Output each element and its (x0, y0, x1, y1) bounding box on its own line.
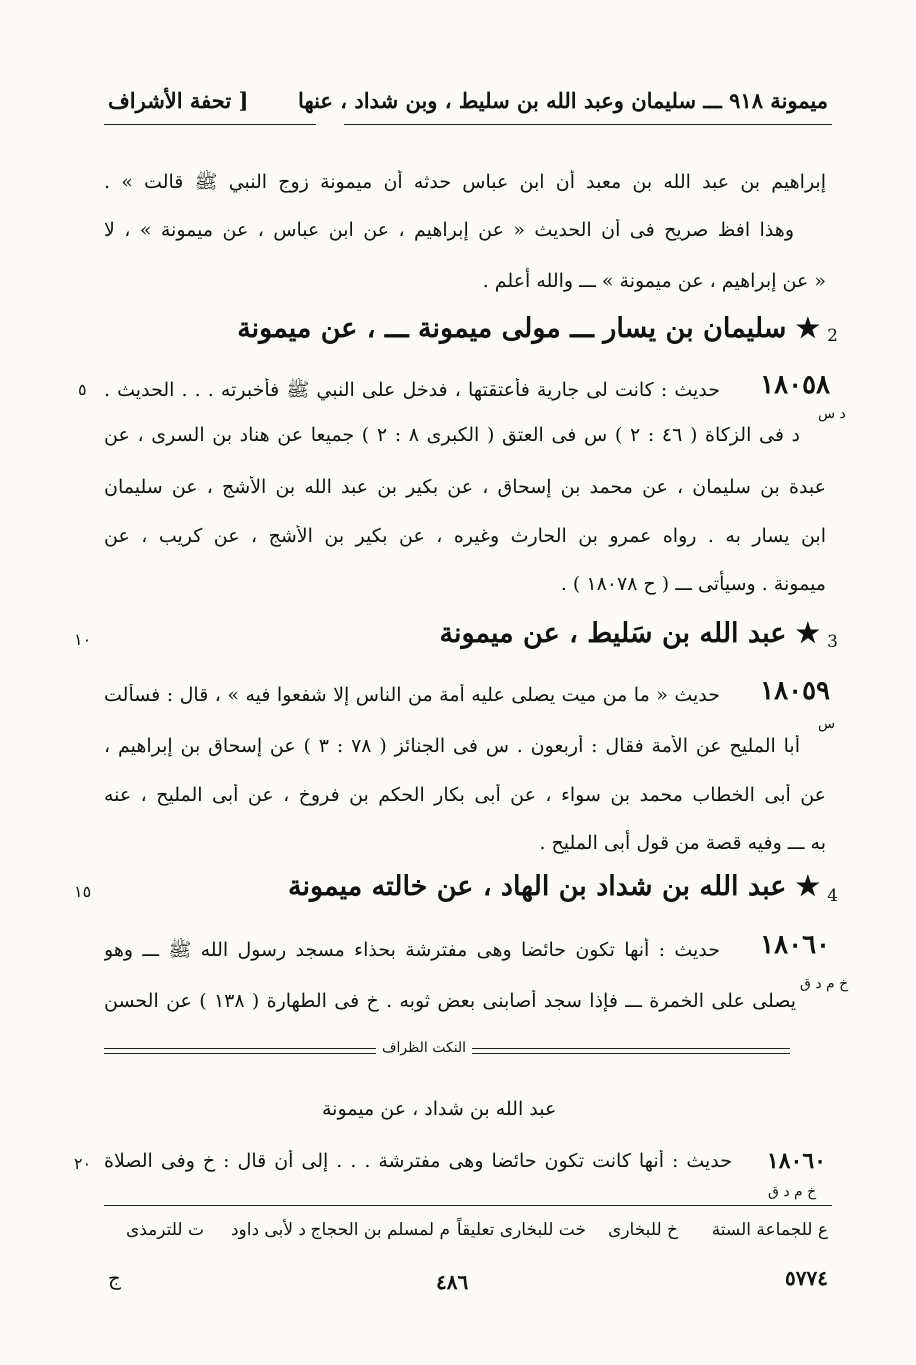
legend-item: د لأبى داود (230, 1220, 306, 1240)
footer-volume-mark: ج (108, 1266, 121, 1290)
hadith-number: ١٨٠٥٨ (760, 370, 830, 400)
hadith-line: حديث : كانت لى جارية فأعتقتها ، فدخل على النبي ﷺ فأخبرته . . . الحديث . (104, 379, 720, 401)
section-number: 4 (827, 886, 838, 906)
legend-item: م لمسلم بن الحجاج (310, 1220, 450, 1240)
line-number: ٢٠ (74, 1154, 92, 1173)
legend-item: ع للجماعة الستة (711, 1220, 828, 1240)
legend-item: ت للترمذى (125, 1220, 204, 1240)
source-code-margin: خ م د ق (768, 1184, 817, 1200)
section-number: 3 (827, 632, 838, 652)
nukat-line: حديث : أنها كانت تكون حائضا وهى مفترشة . . . إلى أن قال : خ وفى الصلاة (104, 1150, 732, 1172)
hadith-line: حديث : أنها تكون حائضا وهى مفترشة بحذاء مسجد رسول الله ﷺ ـــ وهو (104, 939, 720, 961)
hadith-line: أبا المليح عن الأمة فقال : أربعون . س فى الجنائز ( ٧٨ : ٣ ) عن إسحاق بن إبراهيم ، (104, 735, 800, 757)
line-number: ١٠ (74, 630, 92, 649)
legend-item: خ للبخارى (608, 1220, 678, 1240)
hadith-number: ١٨٠٦٠ (760, 930, 830, 960)
hadith-line: عبدة بن سليمان ، عن محمد بن إسحاق ، عن بكير بن عبد الله بن الأشج ، عن سليمان (104, 476, 826, 498)
legend-rule (104, 1205, 832, 1206)
section-title: ★ عبد الله بن سَليط ، عن ميمونة (439, 618, 820, 649)
source-code-margin: د س (818, 406, 846, 422)
running-header-left: [ تحفة الأشراف (108, 88, 249, 113)
paragraph-line: وهذا افظ صريح فى أن الحديث « عن إبراهيم ، عن ابن عباس ، عن ميمونة » ، لا (104, 219, 794, 241)
line-number: ١٥ (74, 882, 92, 901)
running-header-right: ميمونة ٩١٨ ـــ سليمان وعبد الله بن سليط ، وبن شداد ، عنها (298, 88, 828, 113)
footer-ref-number: ٥٧٧٤ (785, 1266, 828, 1290)
page-number: ٤٨٦ (436, 1270, 469, 1294)
source-code-margin: خ م د ق (800, 976, 849, 992)
paragraph-line: « عن إبراهيم ، عن ميمونة » ـــ والله أعلم . (482, 270, 826, 292)
nukat-ornament-label: النكت الظراف (376, 1040, 472, 1056)
source-code-margin: س (818, 716, 836, 732)
header-rule-left (104, 124, 316, 125)
hadith-line: د فى الزكاة ( ٤٦ : ٢ ) س فى العتق ( الكبرى ٨ : ٢ ) جميعا عن هناد بن السرى ، عن (104, 424, 800, 446)
header-rule-right (344, 124, 832, 125)
hadith-line: ابن يسار به . رواه عمرو بن الحارث وغيره ، عن بكير بن الأشج ، عن كريب ، عن (104, 525, 826, 547)
hadith-number: ١٨٠٥٩ (760, 676, 830, 706)
hadith-line: عن أبى الخطاب محمد بن سواء ، عن أبى بكار الحكم بن فروخ ، عن أبى المليح ، عنه (104, 784, 826, 806)
hadith-line: به ـــ وفيه قصة من قول أبى المليح . (539, 832, 826, 854)
legend-item: خت للبخارى تعليقاً (456, 1220, 586, 1240)
section-title: ★ سليمان بن يسار ـــ مولى ميمونة ـــ ، عن ميمونة (237, 313, 820, 344)
nukat-subtitle: عبد الله بن شداد ، عن ميمونة (322, 1098, 557, 1120)
section-title: ★ عبد الله بن شداد بن الهاد ، عن خالته ميمونة (288, 871, 820, 902)
line-number: ٥ (78, 380, 87, 399)
hadith-line: حديث « ما من ميت يصلى عليه أمة من الناس إلا شفعوا فيه » ، قال : فسألت (104, 684, 720, 706)
paragraph-line: إبراهيم بن عبد الله بن معبد أن ابن عباس حدثه أن ميمونة زوج النبي ﷺ قالت » . (104, 171, 826, 193)
section-number: 2 (827, 326, 838, 346)
hadith-line: ميمونة . وسيأتى ـــ ( ح ١٨٠٧٨ ) . (560, 573, 826, 595)
hadith-line: يصلى على الخمرة ـــ فإذا سجد أصابنى بعض ثوبه . خ فى الطهارة ( ١٣٨ ) عن الحسن (104, 990, 796, 1012)
nukat-hadith-number: ١٨٠٦٠ (766, 1148, 826, 1174)
